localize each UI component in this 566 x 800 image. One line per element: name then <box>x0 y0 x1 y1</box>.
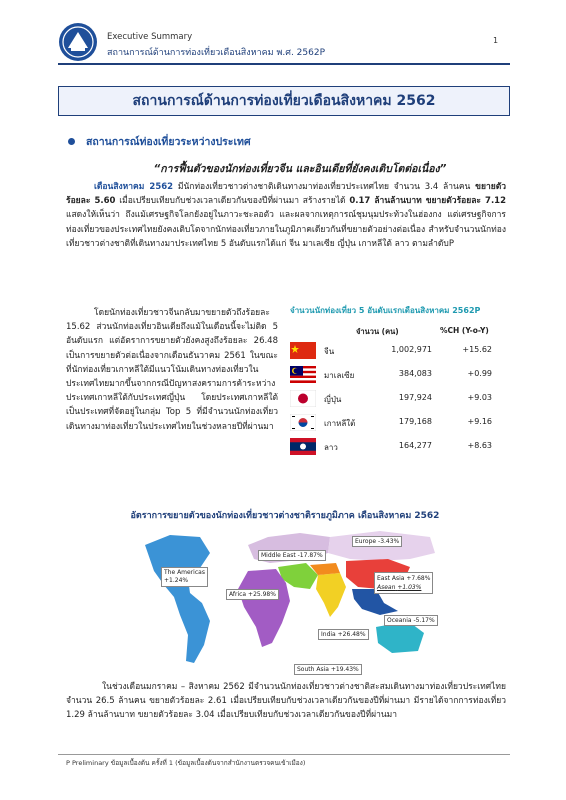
row-change: +9.03 <box>467 393 492 402</box>
table-row <box>290 412 508 433</box>
section-heading: สถานการณ์ท่องเที่ยวระหว่างประเทศ <box>86 136 251 148</box>
row-change: +15.62 <box>462 345 492 354</box>
table-row <box>290 388 508 409</box>
americas-region <box>145 535 210 663</box>
row-change: +8.63 <box>467 441 492 450</box>
paragraph-china-india <box>66 306 278 434</box>
oceania-label: Oceania -5.17% <box>384 615 438 626</box>
row-country: ลาว <box>324 443 338 452</box>
footnote: P Preliminary ข้อมูลเบื้องต้น ครั้งที่ 1 (ข้อมูลเบื้องต้นจากสำนักงานตรวจคนเข้าเมือง) <box>66 759 306 767</box>
japan-flag-icon <box>290 390 316 407</box>
intro-text-3: แสดงให้เห็นว่า ถึงแม้เศรษฐกิจโลกยังอยู่ในภาวะชะลอตัว และผลจากเหตุการณ์ชุมนุมประท้วงในฮ่องกง แต่เศรษฐกิจการท่องเที่ยวของประเทศไทยยังคงเติบโตจากนักท่องเที่ยวภายในภูมิภาคเดียวกันที่ขยายตัวอย่างต่อเนื่อง สำหรับจำนวนนักท่องเที่ยวชาวต่างชาติที่เดินทางมาประเทศไทย 5 อันดับแรกได้แก่ จีน มาเลเซีย ญี่ปุ่น เกาหลีใต้ ลาว ตามลำดับP <box>66 210 506 249</box>
india-label: India +26.48% <box>318 629 369 640</box>
europe-label: Europe -3.43% <box>352 536 402 547</box>
page-title: สถานการณ์ด้านการท่องเที่ยวเดือนสิงหาคม 2562 <box>132 93 436 109</box>
ytd-text: ในช่วงเดือนมกราคม – สิงหาคม 2562 มีจำนวนนักท่องเที่ยวชาวต่างชาติสะสมเดินทางมาท่องเที่ยวประเทศไทยจำนวน 26.5 ล้านคน ขยายตัวร้อยละ 2.61 เมื่อเปรียบเทียบกับช่วงเวลาเดียวกันของปีที่ผ่านมา มีรายได้จากการท่องเที่ยว 1.29 ล้านล้านบาท ขยายตัวร้อยละ 3.04 เมื่อเปรียบเทียบกับช่วงเวลาเดียวกันของปีที่ผ่านมา <box>66 682 506 721</box>
row-count: 384,083 <box>398 369 432 378</box>
middle-east-label: Middle East -17.87% <box>258 550 326 561</box>
row-country: ญี่ปุ่น <box>324 395 342 404</box>
header-supertitle: Executive Summary <box>107 32 193 42</box>
intro-growth: ขยายตัวร้อยละ 5.60 <box>66 182 506 207</box>
korea-flag-icon <box>290 414 316 431</box>
col-header-change: %CH (Y-o-Y) <box>440 326 489 335</box>
row-country: เกาหลีใต้ <box>324 419 356 428</box>
col-header-count: จำนวน (คน) <box>356 327 399 336</box>
east-asia-label: East Asia +7.68% Asean +1.03% <box>374 572 433 594</box>
header-divider <box>58 63 510 65</box>
footer-divider <box>58 754 510 755</box>
paragraph-intro <box>66 180 506 251</box>
row-change: +9.16 <box>467 417 492 426</box>
paragraph-ytd <box>66 680 506 723</box>
india-region <box>316 573 346 617</box>
title-box <box>58 86 510 116</box>
laos-flag-icon <box>290 438 316 455</box>
header-subtitle: สถานการณ์ด้านการท่องเที่ยวเดือนสิงหาคม พ.ศ. 2562P <box>107 48 326 58</box>
table-row <box>290 436 508 457</box>
intro-revenue: 0.17 ล้านล้านบาท ขยายตัวร้อยละ 7.12 <box>349 196 507 207</box>
table-title: จำนวนนักท่องเที่ยว 5 อันดับแรกเดือนสิงหาคม 2562P <box>290 306 481 315</box>
intro-month: เดือนสิงหาคม 2562 <box>94 182 174 192</box>
row-country: มาเลเซีย <box>324 371 355 380</box>
malaysia-flag-icon <box>290 366 316 383</box>
section-bullet <box>68 138 75 145</box>
americas-label: The Americas +1.24% <box>161 567 208 587</box>
intro-text-1: มีนักท่องเที่ยวชาวต่างชาติเดินทางมาท่องเที่ยวประเทศไทย จำนวน 3.4 ล้านคน <box>173 182 476 192</box>
ministry-logo <box>58 22 98 62</box>
row-count: 164,277 <box>398 441 432 450</box>
intro-text-2: เมื่อเปรียบเทียบกับช่วงเวลาเดียวกันของปีที่ผ่านมา สร้างรายได้ <box>115 196 350 207</box>
map-title: อัตราการขยายตัวของนักท่องเที่ยวชาวต่างชาติรายภูมิภาค เดือนสิงหาคม 2562 <box>130 511 440 521</box>
africa-region <box>238 569 290 647</box>
south-asia-label: South Asia +19.43% <box>294 664 362 675</box>
table-row <box>290 340 508 361</box>
table-row <box>290 364 508 385</box>
africa-label: Africa +25.98% <box>226 589 279 600</box>
page-number: 1 <box>493 36 499 45</box>
row-change: +0.99 <box>467 369 492 378</box>
row-count: 1,002,971 <box>391 345 432 354</box>
row-country: จีน <box>324 347 335 356</box>
section-quote: “การฟื้นตัวของนักท่องเที่ยวจีน และอินเดียที่ยังคงเติบโตต่อเนื่อง” <box>153 163 447 175</box>
row-count: 179,168 <box>398 417 432 426</box>
china-india-text: โดยนักท่องเที่ยวชาวจีนกลับมาขยายตัวถึงร้อยละ 15.62 ส่วนนักท่องเที่ยวอินเดียถึงแม้ในเดือนนี้จะไม่ติด 5 อันดับแรก แต่อัตราการขยายตัวยังคงสูงถึงร้อยละ 26.48 เป็นการขยายตัวต่อเนื่องจากเดือนธันวาคม 2561 ในขณะที่นักท่องเที่ยวเกาหลีใต้มีแนวโน้มเดินทางท่องเที่ยวในประเทศไทยมากขึ้นจากกรณีปัญหาสงครามการค้าระหว่างประเทศเกาหลีใต้กับประเทศญี่ปุ่น โดยประเทศเกาหลีใต้เป็นประเทศที่จัดอยู่ในกลุ่ม Top 5 ที่มีจำนวนนักท่องเที่ยวเดินทางมาท่องเที่ยวในประเทศไทยในช่วงหลายปีที่ผ่านมา <box>66 308 278 432</box>
china-flag-icon <box>290 342 316 359</box>
row-count: 197,924 <box>398 393 432 402</box>
